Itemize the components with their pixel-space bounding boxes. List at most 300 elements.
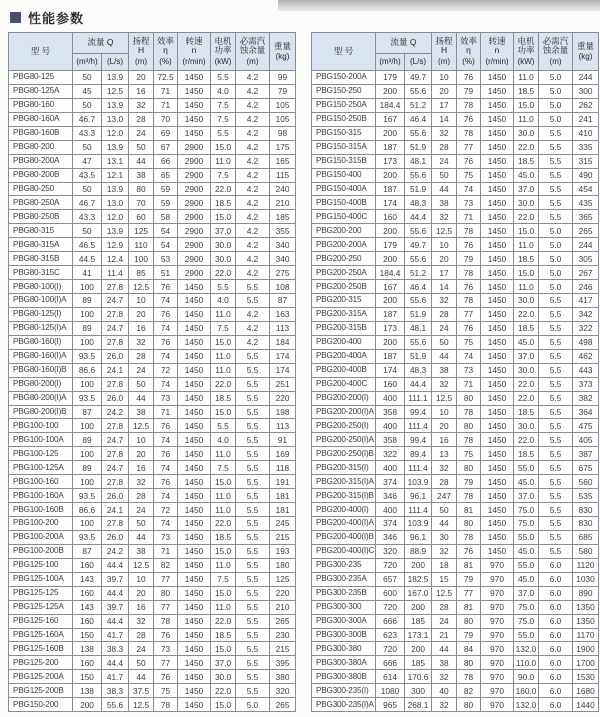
- value-cell: 184.4: [376, 266, 405, 280]
- model-cell: PBG200-315(I)B: [312, 489, 376, 503]
- value-cell: 38: [129, 168, 154, 182]
- value-cell: 535: [573, 489, 599, 503]
- value-cell: 4.2: [236, 154, 270, 168]
- value-cell: 74: [154, 294, 178, 308]
- value-cell: 666: [376, 656, 405, 670]
- value-cell: 2900: [178, 210, 211, 224]
- model-cell: PBG200-200A: [312, 238, 376, 252]
- value-cell: 4.2: [236, 168, 270, 182]
- col-subheader-flow-ls: (L/s): [102, 54, 129, 71]
- value-cell: 322: [376, 447, 405, 461]
- value-cell: 15.0: [211, 140, 236, 154]
- value-cell: 184: [270, 335, 296, 349]
- value-cell: 970: [481, 670, 514, 684]
- value-cell: 38: [432, 656, 457, 670]
- value-cell: 24.7: [102, 321, 129, 335]
- model-cell: PBG80-200(I): [9, 377, 73, 391]
- table-row: [9, 196, 296, 210]
- model-cell: PBG80-250A: [9, 196, 73, 210]
- value-cell: 1450: [481, 307, 514, 321]
- value-cell: 200: [376, 335, 405, 349]
- value-cell: 80: [457, 391, 481, 405]
- table-row: [312, 154, 599, 168]
- value-cell: 76: [457, 112, 481, 126]
- value-cell: 400: [376, 503, 405, 517]
- value-cell: 5.5: [539, 168, 573, 182]
- model-cell: PBG150-400: [312, 168, 376, 182]
- value-cell: 1450: [178, 294, 211, 308]
- value-cell: 76: [154, 419, 178, 433]
- value-cell: 30.0: [514, 294, 539, 308]
- header-line: H: [440, 45, 448, 56]
- model-cell: PBG80-160(I)A: [9, 349, 73, 363]
- value-cell: 1450: [178, 530, 211, 544]
- value-cell: 5.5: [236, 642, 270, 656]
- col-header-motor-power: [211, 33, 236, 71]
- value-cell: 173: [376, 321, 405, 335]
- value-cell: 125: [270, 572, 296, 586]
- value-cell: 1450: [481, 475, 514, 489]
- value-cell: 93.5: [73, 530, 102, 544]
- model-cell: PBG80-200B: [9, 168, 73, 182]
- value-cell: 4.2: [236, 238, 270, 252]
- value-cell: 1450: [178, 126, 211, 140]
- table-row: [312, 140, 599, 154]
- value-cell: 27.8: [102, 447, 129, 461]
- value-cell: 1450: [481, 447, 514, 461]
- value-cell: 15.0: [211, 642, 236, 656]
- table-row: [9, 84, 296, 98]
- value-cell: 43.5: [73, 168, 102, 182]
- value-cell: 20: [129, 307, 154, 321]
- value-cell: 150: [73, 670, 102, 684]
- value-cell: 71: [154, 405, 178, 419]
- value-cell: 191: [270, 475, 296, 489]
- value-cell: 27.8: [102, 517, 129, 531]
- value-cell: 182.5: [405, 572, 432, 586]
- value-cell: 32: [432, 126, 457, 140]
- model-cell: PBG80-160(I): [9, 335, 73, 349]
- table-row: [312, 377, 599, 391]
- value-cell: 47: [73, 154, 102, 168]
- value-cell: 1450: [481, 405, 514, 419]
- table-row: [9, 572, 296, 586]
- value-cell: 167.0: [405, 586, 432, 600]
- value-cell: 1450: [178, 447, 211, 461]
- value-cell: 5.5: [539, 335, 573, 349]
- value-cell: 5.5: [539, 294, 573, 308]
- value-cell: 1450: [178, 377, 211, 391]
- value-cell: 30.0: [514, 419, 539, 433]
- value-cell: 265: [573, 224, 599, 238]
- value-cell: 82: [154, 558, 178, 572]
- value-cell: 44.4: [405, 377, 432, 391]
- col-header-motor-power: [514, 33, 539, 71]
- value-cell: 400: [376, 419, 405, 433]
- value-cell: 5.0: [539, 112, 573, 126]
- value-cell: 215: [270, 642, 296, 656]
- value-cell: 78: [457, 224, 481, 238]
- table-row: [9, 294, 296, 308]
- table-row: [312, 614, 599, 628]
- table-row: [9, 405, 296, 419]
- value-cell: 27.8: [102, 280, 129, 294]
- value-cell: 28: [129, 489, 154, 503]
- value-cell: 163: [270, 307, 296, 321]
- value-cell: 74: [457, 349, 481, 363]
- table-row: [312, 294, 599, 308]
- value-cell: 685: [573, 530, 599, 544]
- value-cell: 100: [73, 280, 102, 294]
- model-cell: PBG80-100(I): [9, 280, 73, 294]
- value-cell: 22.0: [514, 210, 539, 224]
- value-cell: 27.8: [102, 377, 129, 391]
- value-cell: 4.2: [236, 266, 270, 280]
- value-cell: 24.7: [102, 461, 129, 475]
- value-cell: 80: [457, 656, 481, 670]
- value-cell: 1450: [481, 461, 514, 475]
- value-cell: 4.2: [236, 321, 270, 335]
- value-cell: 13.9: [102, 71, 129, 85]
- value-cell: 44.4: [405, 210, 432, 224]
- value-cell: 79: [457, 84, 481, 98]
- value-cell: 72.5: [154, 71, 178, 85]
- value-cell: 18.5: [514, 84, 539, 98]
- value-cell: 187: [376, 349, 405, 363]
- value-cell: 22.0: [211, 684, 236, 698]
- value-cell: 77: [457, 140, 481, 154]
- value-cell: 71: [154, 98, 178, 112]
- value-cell: 45.0: [514, 335, 539, 349]
- value-cell: 71: [457, 377, 481, 391]
- value-cell: 32: [129, 335, 154, 349]
- value-cell: 44: [129, 530, 154, 544]
- value-cell: 12.5: [432, 224, 457, 238]
- value-cell: 12.5: [129, 280, 154, 294]
- value-cell: 7.5: [211, 112, 236, 126]
- value-cell: 91: [270, 433, 296, 447]
- model-cell: PBG200-200: [312, 224, 376, 238]
- value-cell: 160: [376, 210, 405, 224]
- table-row: [312, 335, 599, 349]
- header-unit: (%): [462, 56, 475, 66]
- table-row: [312, 503, 599, 517]
- value-cell: 5.5: [236, 280, 270, 294]
- value-cell: 43.3: [73, 210, 102, 224]
- col-header-head: [129, 33, 154, 71]
- model-cell: PBG200-315A: [312, 307, 376, 321]
- value-cell: 1450: [178, 656, 211, 670]
- value-cell: 380: [270, 670, 296, 684]
- value-cell: 7.5: [211, 98, 236, 112]
- value-cell: 435: [573, 196, 599, 210]
- value-cell: 2900: [178, 238, 211, 252]
- value-cell: 18.5: [514, 154, 539, 168]
- value-cell: 187: [376, 140, 405, 154]
- value-cell: 5.5: [211, 126, 236, 140]
- value-cell: 89: [73, 294, 102, 308]
- value-cell: 80: [457, 698, 481, 712]
- value-cell: 614: [376, 670, 405, 684]
- model-cell: PBG300-300A: [312, 614, 376, 628]
- col-header-head: [432, 33, 457, 71]
- table-row: [9, 600, 296, 614]
- value-cell: 6.0: [539, 586, 573, 600]
- header-unit: (kW): [517, 56, 535, 66]
- model-cell: PBG300-380A: [312, 656, 376, 670]
- section-title: [10, 9, 594, 25]
- value-cell: 6.0: [539, 656, 573, 670]
- value-cell: 720: [376, 642, 405, 656]
- value-cell: 20: [129, 447, 154, 461]
- value-cell: 74: [154, 433, 178, 447]
- value-cell: 11.0: [514, 280, 539, 294]
- table-row: [312, 210, 599, 224]
- model-cell: PBG200-200(I)A: [312, 405, 376, 419]
- value-cell: 143: [73, 600, 102, 614]
- table-row: [9, 586, 296, 600]
- value-cell: 16: [432, 433, 457, 447]
- table-row: [312, 168, 599, 182]
- value-cell: 1450: [481, 349, 514, 363]
- value-cell: 26.0: [102, 489, 129, 503]
- right-table-header: [312, 33, 599, 71]
- value-cell: 180: [270, 558, 296, 572]
- table-row: [312, 84, 599, 98]
- header-line: 必需汽: [542, 35, 569, 46]
- value-cell: 37.0: [514, 586, 539, 600]
- value-cell: 5.5: [236, 405, 270, 419]
- value-cell: 1450: [481, 84, 514, 98]
- value-cell: 6.0: [539, 614, 573, 628]
- model-cell: PBG80-160: [9, 98, 73, 112]
- model-cell: PBG80-315B: [9, 252, 73, 266]
- value-cell: 5.5: [539, 391, 573, 405]
- value-cell: 55.0: [514, 628, 539, 642]
- value-cell: 1450: [481, 391, 514, 405]
- value-cell: 30.0: [514, 363, 539, 377]
- model-cell: PBG80-125(I): [9, 307, 73, 321]
- value-cell: 210: [270, 196, 296, 210]
- value-cell: 150: [73, 628, 102, 642]
- model-cell: PBG80-200(I)A: [9, 391, 73, 405]
- value-cell: 89: [73, 433, 102, 447]
- value-cell: 11.0: [211, 349, 236, 363]
- value-cell: 1450: [178, 489, 211, 503]
- model-cell: PBG200-315(I): [312, 461, 376, 475]
- value-cell: 80: [129, 182, 154, 196]
- value-cell: 970: [481, 572, 514, 586]
- value-cell: 179: [376, 71, 405, 85]
- value-cell: 38: [432, 196, 457, 210]
- model-cell: PBG125-100: [9, 558, 73, 572]
- model-cell: PBG80-160B: [9, 126, 73, 140]
- value-cell: 15: [432, 572, 457, 586]
- model-cell: PBG80-100(I)A: [9, 294, 73, 308]
- value-cell: 78: [457, 266, 481, 280]
- value-cell: 5.5: [236, 572, 270, 586]
- value-cell: 5.5: [236, 363, 270, 377]
- value-cell: 10: [432, 71, 457, 85]
- value-cell: 1450: [178, 307, 211, 321]
- value-cell: 1450: [481, 98, 514, 112]
- model-cell: PBG125-200B: [9, 684, 73, 698]
- value-cell: 67: [154, 140, 178, 154]
- value-cell: 4.0: [211, 294, 236, 308]
- value-cell: 6.0: [539, 670, 573, 684]
- table-row: [312, 461, 599, 475]
- value-cell: 15.0: [514, 98, 539, 112]
- value-cell: 1030: [573, 572, 599, 586]
- value-cell: 11.0: [211, 489, 236, 503]
- value-cell: 10: [432, 405, 457, 419]
- value-cell: 1450: [178, 71, 211, 85]
- table-row: [312, 252, 599, 266]
- col-subheader-flow-m3h: (m³/h): [376, 54, 405, 71]
- value-cell: 32: [432, 461, 457, 475]
- value-cell: 2900: [178, 168, 211, 182]
- value-cell: 1700: [573, 656, 599, 670]
- value-cell: 5.0: [236, 698, 270, 712]
- value-cell: 10: [129, 433, 154, 447]
- model-cell: PBG150-250A: [312, 98, 376, 112]
- value-cell: 1450: [481, 154, 514, 168]
- value-cell: 174: [376, 196, 405, 210]
- value-cell: 265: [270, 698, 296, 712]
- value-cell: 78: [457, 489, 481, 503]
- model-cell: PBG200-400A: [312, 349, 376, 363]
- value-cell: 44.4: [102, 614, 129, 628]
- value-cell: 12.9: [102, 238, 129, 252]
- value-cell: 89.4: [405, 447, 432, 461]
- value-cell: 167: [376, 112, 405, 126]
- value-cell: 85: [129, 266, 154, 280]
- value-cell: 32: [432, 544, 457, 558]
- value-cell: 44: [432, 182, 457, 196]
- col-header-npsh: [236, 33, 270, 71]
- value-cell: 1450: [481, 224, 514, 238]
- value-cell: 44: [432, 349, 457, 363]
- table-row: [9, 140, 296, 154]
- table-row: [312, 558, 599, 572]
- model-cell: PBG200-400(I): [312, 503, 376, 517]
- value-cell: 28: [432, 475, 457, 489]
- value-cell: 53: [154, 252, 178, 266]
- value-cell: 1450: [178, 280, 211, 294]
- value-cell: 30.0: [514, 126, 539, 140]
- col-header-model: 型 号: [312, 33, 376, 71]
- value-cell: 11.0: [211, 154, 236, 168]
- model-cell: PBG80-315: [9, 224, 73, 238]
- model-cell: PBG80-160A: [9, 112, 73, 126]
- value-cell: 5.5: [539, 405, 573, 419]
- table-row: [9, 419, 296, 433]
- value-cell: 50: [129, 656, 154, 670]
- header-unit: (r/min): [182, 56, 206, 66]
- value-cell: 220: [270, 586, 296, 600]
- value-cell: 5.5: [236, 656, 270, 670]
- value-cell: 37.0: [514, 349, 539, 363]
- value-cell: 79: [270, 84, 296, 98]
- value-cell: 100: [73, 447, 102, 461]
- value-cell: 70: [154, 112, 178, 126]
- model-cell: PBG125-200: [9, 656, 73, 670]
- value-cell: 4.0: [211, 433, 236, 447]
- value-cell: 1170: [573, 628, 599, 642]
- header-line: H: [137, 45, 145, 56]
- col-header-flow: 流量 Q: [376, 33, 432, 54]
- value-cell: 37.5: [129, 684, 154, 698]
- table-row: [9, 280, 296, 294]
- model-cell: PBG200-315: [312, 294, 376, 308]
- value-cell: 247: [432, 489, 457, 503]
- value-cell: 73: [457, 363, 481, 377]
- value-cell: 38: [129, 405, 154, 419]
- value-cell: 87: [270, 294, 296, 308]
- value-cell: 5.5: [539, 154, 573, 168]
- value-cell: 498: [573, 335, 599, 349]
- value-cell: 12.5: [129, 558, 154, 572]
- table-row: [312, 224, 599, 238]
- value-cell: 24.7: [102, 294, 129, 308]
- value-cell: 14: [432, 280, 457, 294]
- value-cell: 11.0: [211, 363, 236, 377]
- value-cell: 1450: [178, 335, 211, 349]
- value-cell: 76: [154, 475, 178, 489]
- table-row: [9, 558, 296, 572]
- table-row: [9, 433, 296, 447]
- value-cell: 1450: [178, 321, 211, 335]
- value-cell: 51: [154, 266, 178, 280]
- value-cell: 12.4: [102, 252, 129, 266]
- value-cell: 15.0: [211, 405, 236, 419]
- header-line: 蚀余量: [239, 45, 266, 56]
- value-cell: 490: [573, 168, 599, 182]
- value-cell: 90.0: [514, 670, 539, 684]
- table-row: [312, 684, 599, 698]
- value-cell: 1450: [178, 684, 211, 698]
- table-row: [9, 98, 296, 112]
- value-cell: 50: [129, 517, 154, 531]
- value-cell: 184.4: [376, 98, 405, 112]
- value-cell: 54: [154, 224, 178, 238]
- value-cell: 81: [457, 558, 481, 572]
- value-cell: 115: [270, 168, 296, 182]
- value-cell: 965: [376, 698, 405, 712]
- value-cell: 50: [432, 168, 457, 182]
- value-cell: 5.5: [236, 670, 270, 684]
- value-cell: 78: [154, 614, 178, 628]
- value-cell: 74: [154, 377, 178, 391]
- value-cell: 160.0: [514, 684, 539, 698]
- model-cell: PBG100-125: [9, 447, 73, 461]
- table-row: [9, 503, 296, 517]
- value-cell: 21: [432, 628, 457, 642]
- value-cell: 5.5: [539, 489, 573, 503]
- value-cell: 1450: [481, 321, 514, 335]
- table-row: [312, 544, 599, 558]
- value-cell: 185: [270, 210, 296, 224]
- value-cell: 22.0: [514, 391, 539, 405]
- model-cell: PBG100-160B: [9, 503, 73, 517]
- value-cell: 7.5: [211, 168, 236, 182]
- table-row: [9, 182, 296, 196]
- value-cell: 16: [129, 600, 154, 614]
- value-cell: 11.0: [211, 447, 236, 461]
- value-cell: 59: [154, 196, 178, 210]
- value-cell: 71: [457, 210, 481, 224]
- value-cell: 100: [73, 307, 102, 321]
